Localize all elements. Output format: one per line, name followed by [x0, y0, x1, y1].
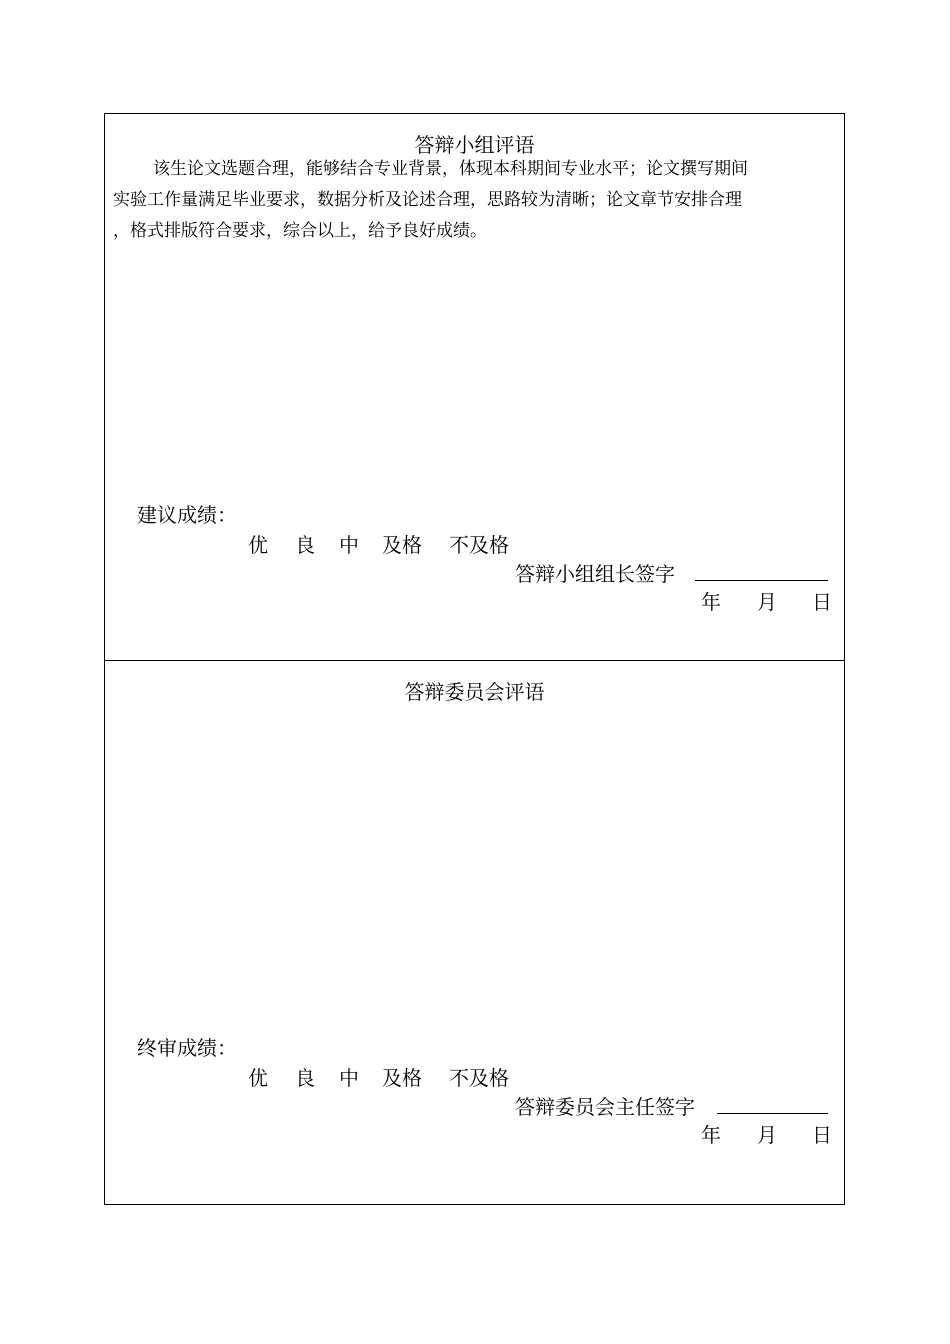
group-leader-signature-line[interactable]: [695, 580, 828, 581]
date-day-label: 日: [812, 1123, 832, 1147]
comment-line: ，格式排版符合要求，综合以上，给予良好成绩。: [113, 221, 487, 241]
grade-option-medium[interactable]: 中: [339, 533, 359, 557]
date-day-label: 日: [812, 590, 832, 614]
date-month-label: 月: [757, 1123, 777, 1147]
committee-comment-title: 答辩委员会评语: [404, 680, 545, 704]
group-comment-body: [113, 154, 835, 247]
suggested-grade-label: 建议成绩：: [137, 503, 237, 527]
group-leader-signature-label: 答辩小组组长签字: [515, 562, 675, 586]
grade-option-fail[interactable]: 不及格: [449, 533, 509, 557]
comment-line: 该生论文选题合理，能够结合专业背景，体现本科期间专业水平；论文撰写期间: [153, 159, 748, 179]
grade-option-good[interactable]: 良: [295, 533, 315, 557]
comment-line: 实验工作量满足毕业要求，数据分析及论述合理，思路较为清晰；论文章节安排合理: [113, 190, 742, 210]
committee-chair-signature-line[interactable]: [717, 1113, 828, 1114]
grade-option-excellent[interactable]: 优: [248, 533, 268, 557]
committee-chair-signature-label: 答辩委员会主任签字: [515, 1095, 695, 1119]
grade-option-good[interactable]: 良: [295, 1066, 315, 1090]
date-year-label: 年: [701, 590, 721, 614]
grade-option-excellent[interactable]: 优: [248, 1066, 268, 1090]
final-grade-label: 终审成绩：: [137, 1036, 237, 1060]
group-comment-section: [105, 114, 844, 661]
defense-evaluation-form: [104, 113, 845, 1205]
grade-option-medium[interactable]: 中: [339, 1066, 359, 1090]
date-year-label: 年: [701, 1123, 721, 1147]
grade-option-pass[interactable]: 及格: [382, 1066, 422, 1090]
grade-option-pass[interactable]: 及格: [382, 533, 422, 557]
grade-option-fail[interactable]: 不及格: [449, 1066, 509, 1090]
date-month-label: 月: [757, 590, 777, 614]
committee-comment-section: [105, 661, 844, 1204]
group-comment-title: 答辩小组评语: [414, 133, 535, 157]
